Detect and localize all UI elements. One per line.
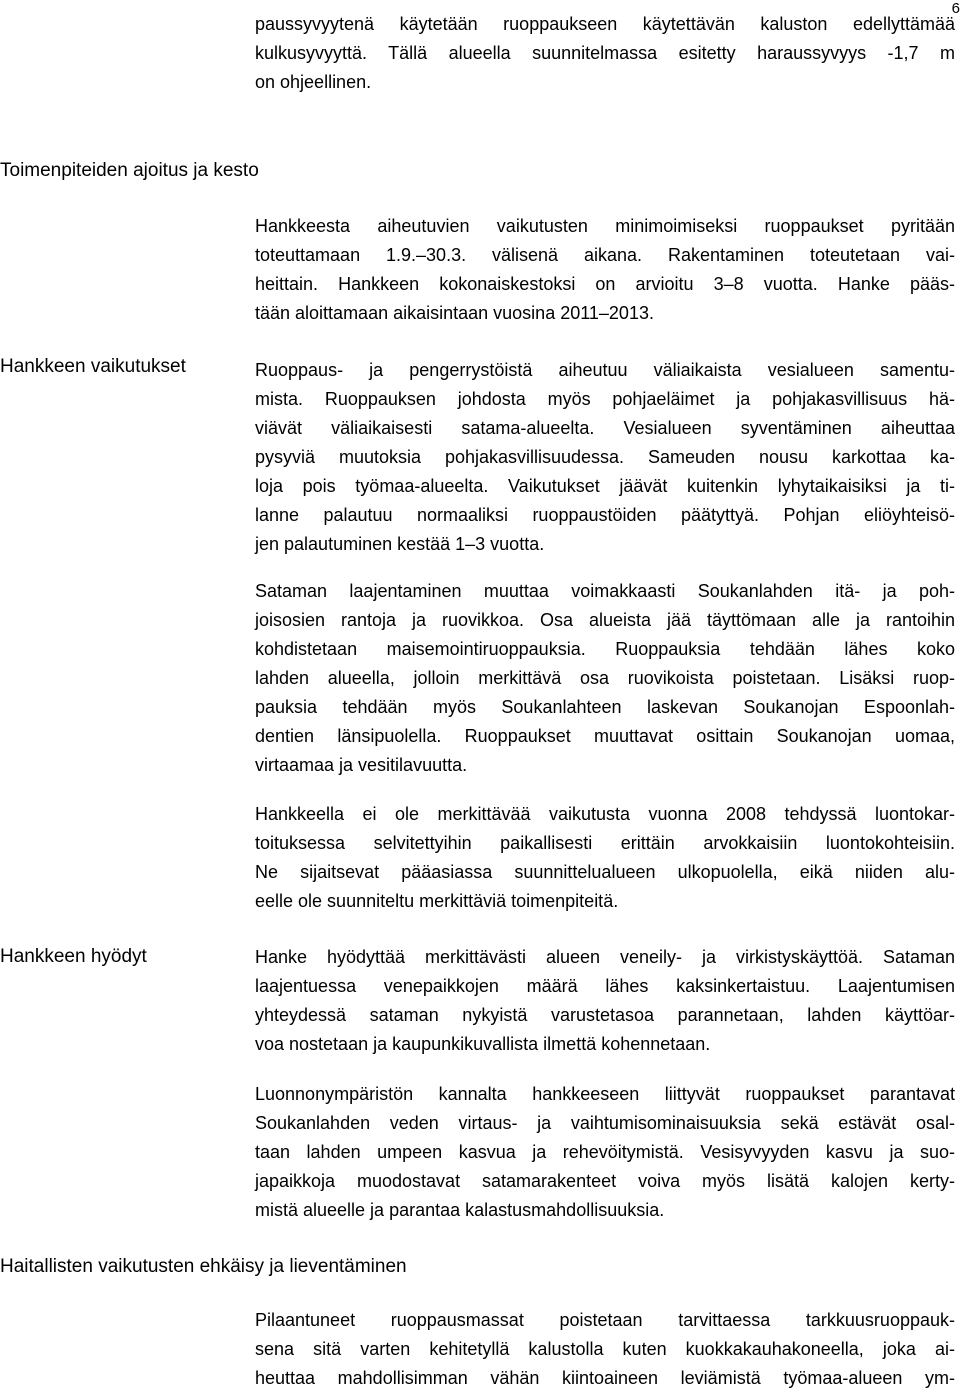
text-line: lanne palautuu normaaliksi ruoppaustöiden päätyttyä. Pohjan eliöyhteisö- bbox=[255, 505, 955, 525]
text-line: sena sitä varten kehitetyllä kalustolla kuten kuokkakauhakoneella, joka ai- bbox=[255, 1339, 955, 1359]
text-line: dentien länsipuolella. Ruoppaukset muuttavat osittain Soukanojan uomaa, bbox=[255, 726, 955, 746]
text-line: taan lahden umpeen kasvua ja rehevöitymistä. Vesisyvyyden kasvu ja suo- bbox=[255, 1142, 955, 1162]
text-line: tään aloittamaan aikaisintaan vuosina 2011–2013. bbox=[255, 303, 654, 323]
text-line: Luonnonympäristön kannalta hankkeeseen liittyvät ruoppaukset parantavat bbox=[255, 1084, 955, 1104]
text-line: Hankkeesta aiheutuvien vaikutusten minimoimiseksi ruoppaukset pyritään bbox=[255, 216, 955, 236]
paragraph-benefits-2 bbox=[255, 1080, 955, 1225]
heading-mitigation: Haitallisten vaikutusten ehkäisy ja lieventäminen bbox=[0, 1256, 407, 1277]
heading-schedule: Toimenpiteiden ajoitus ja kesto bbox=[0, 160, 259, 181]
text-line: joisosien rantoja ja ruovikkoa. Osa alueista jää täyttömaan alle ja rantoihin bbox=[255, 610, 955, 630]
text-line: Soukanlahden veden virtaus- ja vaihtumisominaisuuksia sekä estävät osal- bbox=[255, 1113, 955, 1133]
text-line: laajentuessa venepaikkojen määrä lähes kaksinkertaistuu. Laajentumisen bbox=[255, 976, 955, 996]
text-line: Pilaantuneet ruoppausmassat poistetaan tarvittaessa tarkkuusruoppauk- bbox=[255, 1310, 955, 1330]
paragraph-schedule bbox=[255, 212, 955, 328]
paragraph-impacts-1 bbox=[255, 356, 955, 559]
text-line: kulkusyvyyttä. Tällä alueella suunnitelmassa esitetty haraussyvyys -1,7 m bbox=[255, 43, 955, 63]
text-line: lahden alueella, jolloin merkittävä osa ruovikoista poistetaan. Lisäksi ruop- bbox=[255, 668, 955, 688]
text-line: eelle ole suunniteltu merkittäviä toimenpiteitä. bbox=[255, 891, 619, 911]
text-line: mista. Ruoppauksen johdosta myös pohjaeläimet ja pohjakasvillisuus hä- bbox=[255, 389, 955, 409]
text-line: on ohjeellinen. bbox=[255, 72, 372, 92]
paragraph-benefits-1 bbox=[255, 943, 955, 1059]
text-line: pauksia tehdään myös Soukanlahteen laskevan Soukanojan Espoonlah- bbox=[255, 697, 955, 717]
paragraph-mitigation bbox=[255, 1306, 955, 1393]
text-line: heuttaa mahdollisimman vähän kiintoaineen leviämistä työmaa-alueen ym- bbox=[255, 1368, 955, 1388]
text-line: kohdistetaan maisemointiruoppauksia. Ruoppauksia tehdään lähes koko bbox=[255, 639, 955, 659]
paragraph-impacts-3 bbox=[255, 800, 955, 916]
text-line: toituksessa selvitettyihin paikallisesti erittäin arvokkaisiin luontokohteisiin. bbox=[255, 833, 955, 853]
text-line: toteuttamaan 1.9.–30.3. välisenä aikana. Rakentaminen toteutetaan vai- bbox=[255, 245, 955, 265]
text-line: japaikkoja muodostavat satamarakenteet voiva myös lisätä kalojen kerty- bbox=[255, 1171, 955, 1191]
text-line: Ne sijaitsevat pääasiassa suunnittelualueen ulkopuolella, eikä niiden alu- bbox=[255, 862, 955, 882]
text-line: yhteydessä sataman nykyistä varustetasoa parannetaan, lahden käyttöar- bbox=[255, 1005, 955, 1025]
text-line: Hankkeella ei ole merkittävää vaikutusta vuonna 2008 tehdyssä luontokar- bbox=[255, 804, 955, 824]
text-line: viävät väliaikaisesti satama-alueelta. Vesialueen syventäminen aiheuttaa bbox=[255, 418, 955, 438]
heading-impacts: Hankkeen vaikutukset bbox=[0, 356, 186, 377]
heading-benefits: Hankkeen hyödyt bbox=[0, 946, 147, 967]
text-line: jen palautuminen kestää 1–3 vuotta. bbox=[255, 534, 545, 554]
text-line: pysyviä muutoksia pohjakasvillisuudessa. Sameuden nousu karkottaa ka- bbox=[255, 447, 955, 467]
text-line: mistä alueelle ja parantaa kalastusmahdollisuuksia. bbox=[255, 1200, 665, 1220]
text-line: Sataman laajentaminen muuttaa voimakkaasti Soukanlahden itä- ja poh- bbox=[255, 581, 955, 601]
text-line: Ruoppaus- ja pengerrystöistä aiheutuu väliaikaista vesialueen samentu- bbox=[255, 360, 955, 380]
text-line: voa nostetaan ja kaupunkikuvallista ilmettä kohennetaan. bbox=[255, 1034, 711, 1054]
paragraph-impacts-2 bbox=[255, 577, 955, 780]
text-line: loja pois työmaa-alueelta. Vaikutukset jäävät kuitenkin lyhytaikaisiksi ja ti- bbox=[255, 476, 955, 496]
text-line: heittain. Hankkeen kokonaiskestoksi on arvioitu 3–8 vuotta. Hanke pääs- bbox=[255, 274, 955, 294]
page-number: 6 bbox=[951, 0, 960, 17]
text-line: virtaamaa ja vesitilavuutta. bbox=[255, 755, 468, 775]
paragraph-intro bbox=[255, 10, 955, 97]
text-line: paussyvyytenä käytetään ruoppaukseen käytettävän kaluston edellyttämää bbox=[255, 14, 955, 34]
text-line: Hanke hyödyttää merkittävästi alueen veneily- ja virkistyskäyttöä. Sataman bbox=[255, 947, 955, 967]
